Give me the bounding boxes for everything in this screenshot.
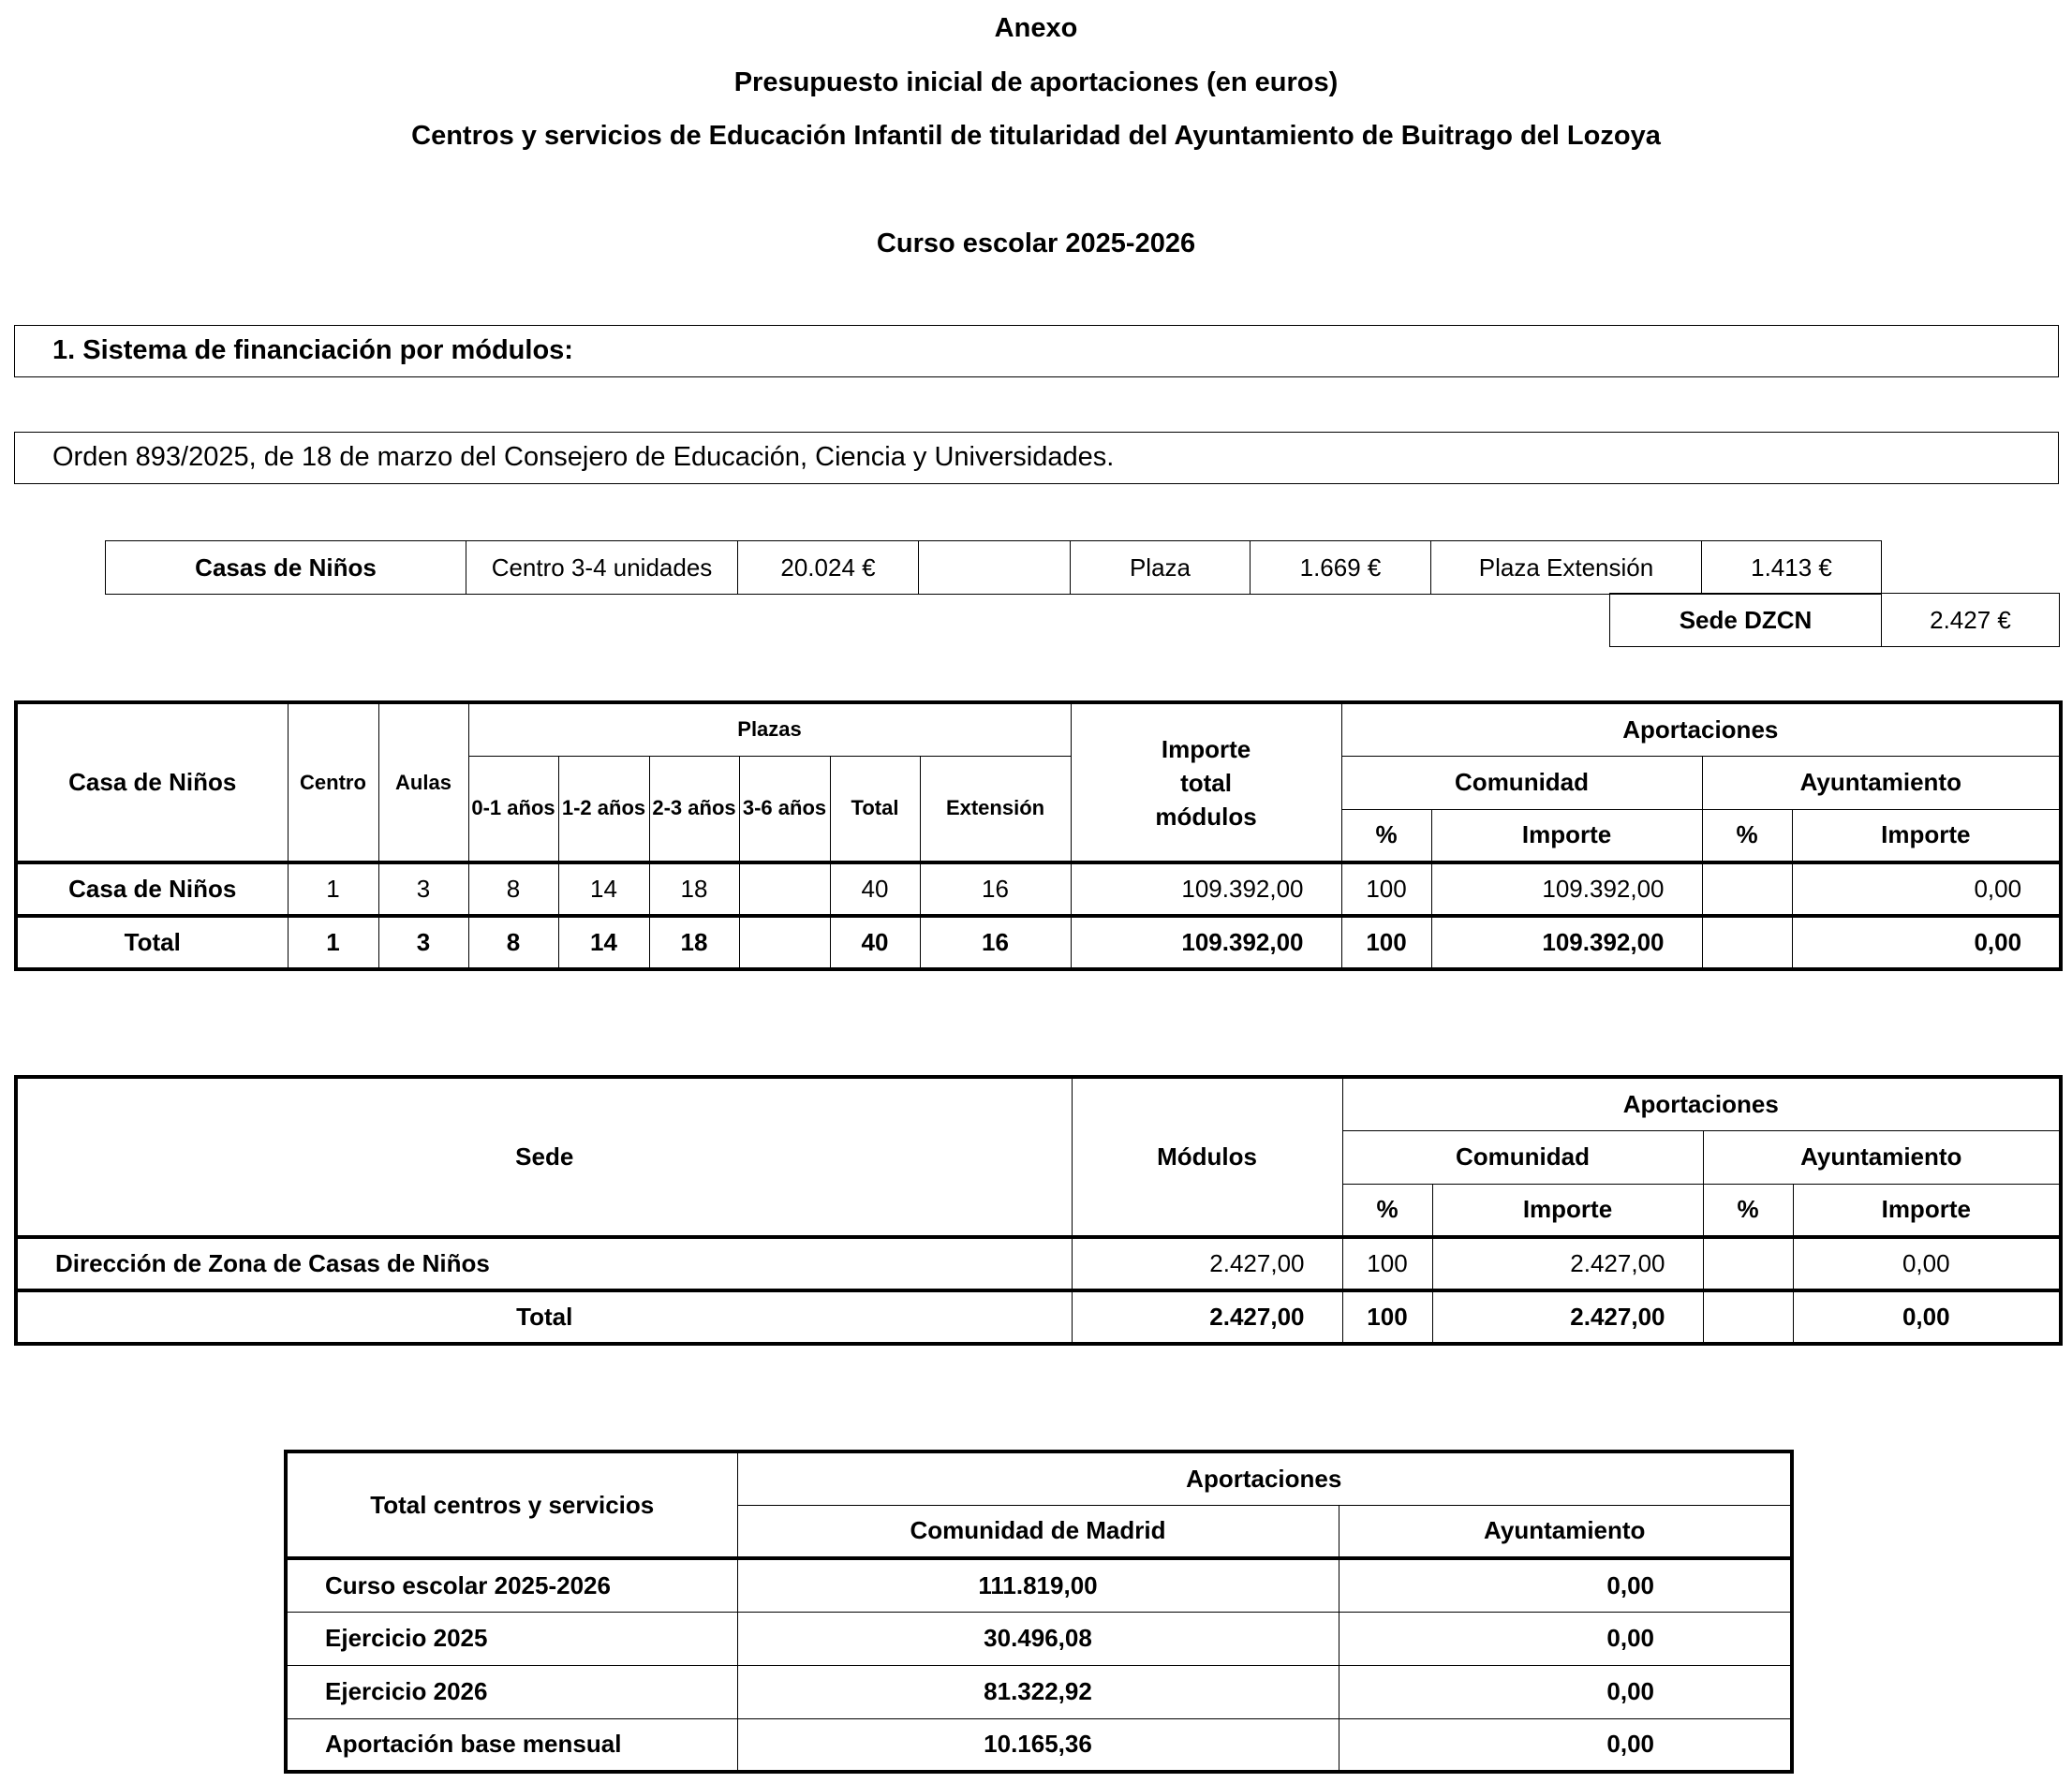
summary-comunidad: 30.496,08 [737,1612,1339,1665]
total-2-3: 18 [649,916,739,969]
header-ayuntamiento: Ayuntamiento [1703,1130,2061,1184]
row-3-6 [739,862,830,916]
header-com-pct: % [1342,1184,1432,1237]
row-name: Dirección de Zona de Casas de Niños [16,1237,1072,1290]
total-importe-total: 109.392,00 [1071,916,1341,969]
sede-rate-label: Sede DZCN [1610,594,1882,647]
total-plazas: 40 [830,916,920,969]
row-name: Casa de Niños [16,862,288,916]
course-title: Curso escolar 2025-2026 [876,228,1196,258]
total-name: Total [16,1290,1072,1344]
table-row [16,862,2061,916]
document-scope: Centros y servicios de Educación Infantil de titularidad del Ayuntamiento de Buitrago del Lozoya [411,121,1661,151]
header-extension: Extensión [920,756,1071,862]
header-ay-importe: Importe [1793,1184,2061,1237]
centro-rate-value: 20.024 € [738,541,919,595]
header-1-2: 1-2 años [558,756,649,862]
sede-rate-value: 2.427 € [1882,594,2060,647]
row-com-importe: 2.427,00 [1432,1237,1703,1290]
header-ay-importe: Importe [1792,809,2061,862]
summary-comunidad: 111.819,00 [737,1558,1339,1612]
total-com-pct: 100 [1342,1290,1432,1344]
row-1-2: 14 [558,862,649,916]
header-ay-pct: % [1703,1184,1793,1237]
summary-ayuntamiento: 0,00 [1339,1612,1792,1665]
total-ay-importe: 0,00 [1793,1290,2061,1344]
summary-row [286,1558,1792,1612]
header-centro: Centro [288,702,378,862]
row-importe-total: 109.392,00 [1071,862,1341,916]
header-ay-pct: % [1702,809,1792,862]
summary-ayuntamiento: 0,00 [1339,1558,1792,1612]
summary-row [286,1718,1792,1772]
total-centro: 1 [288,916,378,969]
total-com-importe: 2.427,00 [1432,1290,1703,1344]
summary-row [286,1665,1792,1718]
summary-label: Aportación base mensual [286,1718,737,1772]
header-comunidad-madrid: Comunidad de Madrid [737,1505,1339,1558]
row-ay-importe: 0,00 [1793,1237,2061,1290]
total-com-pct: 100 [1341,916,1431,969]
row-ay-pct [1703,1237,1793,1290]
total-modulos: 2.427,00 [1072,1290,1342,1344]
header-importe-total [1071,702,1341,862]
module-rates-table [105,540,1882,595]
plaza-rate-value: 1.669 € [1251,541,1431,595]
row-centro: 1 [288,862,378,916]
plaza-rate-label: Plaza [1071,541,1251,595]
document-subtitle: Presupuesto inicial de aportaciones (en euros) [733,67,1339,97]
header-ayuntamiento: Ayuntamiento [1339,1505,1792,1558]
row-com-pct: 100 [1341,862,1431,916]
empty-cell [919,541,1071,595]
total-ay-pct [1703,1290,1793,1344]
row-modulos: 2.427,00 [1072,1237,1342,1290]
total-1-2: 14 [558,916,649,969]
header-comunidad: Comunidad [1341,756,1702,809]
row-extension: 16 [920,862,1071,916]
extension-rate-value: 1.413 € [1702,541,1882,595]
header-sede: Sede [16,1077,1072,1237]
header-comunidad: Comunidad [1342,1130,1703,1184]
header-aportaciones: Aportaciones [1342,1077,2061,1130]
total-ay-pct [1702,916,1792,969]
total-0-1: 8 [468,916,558,969]
summary-label: Curso escolar 2025-2026 [286,1558,737,1612]
header-com-importe: Importe [1431,809,1702,862]
header-2-3: 2-3 años [649,756,739,862]
header-aportaciones: Aportaciones [1341,702,2061,756]
rates-label: Casas de Niños [106,541,466,595]
order-reference: Orden 893/2025, de 18 de marzo del Consejero de Educación, Ciencia y Universidades. [14,432,2059,484]
row-com-importe: 109.392,00 [1431,862,1702,916]
row-ay-importe: 0,00 [1792,862,2061,916]
header-aportaciones: Aportaciones [737,1451,1792,1505]
summary-comunidad: 81.322,92 [737,1665,1339,1718]
summary-ayuntamiento: 0,00 [1339,1665,1792,1718]
summary-table [284,1450,1794,1774]
extension-rate-label: Plaza Extensión [1431,541,1702,595]
row-total: 40 [830,862,920,916]
row-0-1: 8 [468,862,558,916]
row-com-pct: 100 [1342,1237,1432,1290]
total-extension: 16 [920,916,1071,969]
header-0-1: 0-1 años [468,756,558,862]
sede-table [14,1075,2063,1346]
section-heading: 1. Sistema de financiación por módulos: [14,325,2059,377]
summary-row [286,1612,1792,1665]
summary-ayuntamiento: 0,00 [1339,1718,1792,1772]
header-casa: Casa de Niños [16,702,288,862]
header-importe-line2: total [1180,768,1232,797]
header-ayuntamiento: Ayuntamiento [1702,756,2061,809]
table-total-row [16,1290,2061,1344]
total-com-importe: 109.392,00 [1431,916,1702,969]
header-modulos: Módulos [1072,1077,1342,1237]
annex-title: Anexo [994,13,1078,43]
casas-ninos-table [14,700,2063,971]
total-name: Total [16,916,288,969]
table-total-row [16,916,2061,969]
summary-label: Ejercicio 2026 [286,1665,737,1718]
table-row [16,1237,2061,1290]
header-importe-line1: Importe [1161,734,1251,763]
summary-label: Ejercicio 2025 [286,1612,737,1665]
row-ay-pct [1702,862,1792,916]
centro-rate-label: Centro 3-4 unidades [466,541,738,595]
header-com-pct: % [1341,809,1431,862]
row-aulas: 3 [378,862,468,916]
header-total-plazas: Total [830,756,920,862]
header-plazas: Plazas [468,702,1071,756]
total-aulas: 3 [378,916,468,969]
total-ay-importe: 0,00 [1792,916,2061,969]
row-2-3: 18 [649,862,739,916]
summary-comunidad: 10.165,36 [737,1718,1339,1772]
header-com-importe: Importe [1432,1184,1703,1237]
header-importe-line3: módulos [1155,802,1257,831]
total-3-6 [739,916,830,969]
header-total-centros: Total centros y servicios [286,1451,737,1558]
header-3-6: 3-6 años [739,756,830,862]
header-aulas: Aulas [378,702,468,862]
sede-rate-table [1609,593,2060,647]
